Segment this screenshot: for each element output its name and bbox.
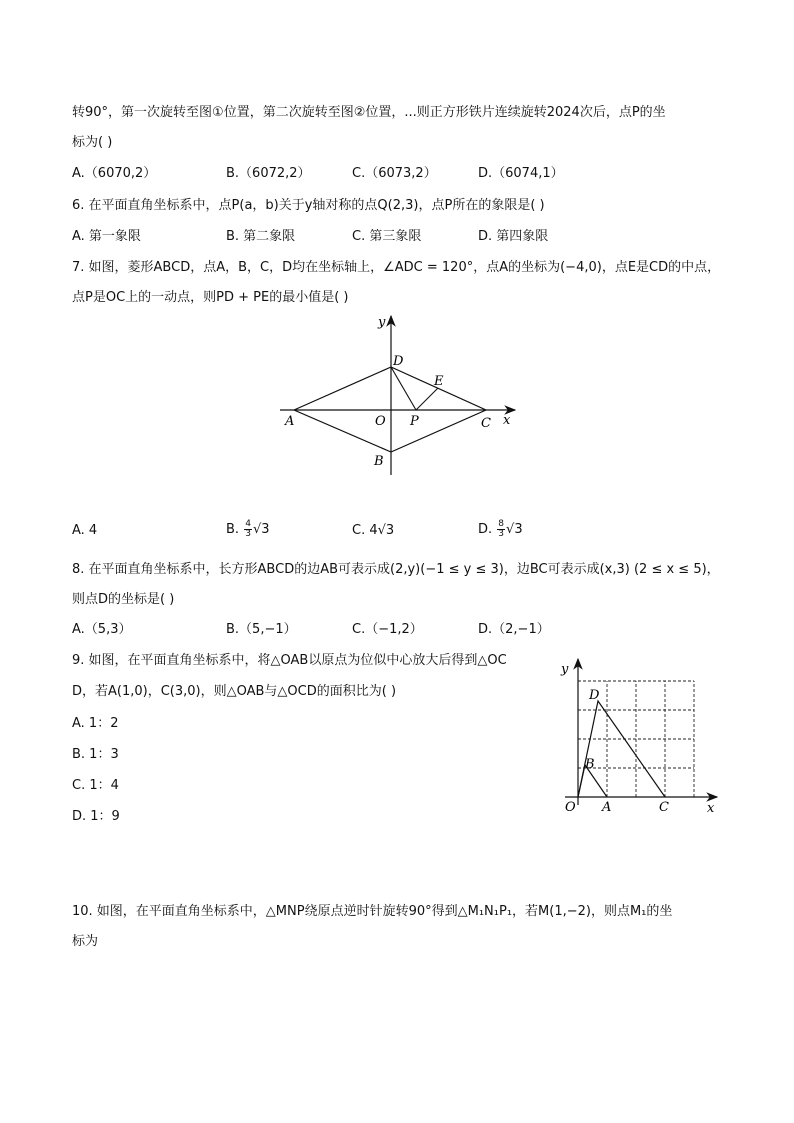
q7-label-b: B — [374, 454, 384, 469]
q7-option-a[interactable]: A. 4 — [72, 523, 98, 538]
q8-option-b[interactable]: B.（5,−1） — [226, 622, 297, 637]
q7-option-b[interactable] — [226, 516, 270, 544]
q8-option-c[interactable]: C.（−1,2） — [352, 622, 423, 637]
q7-segment-dp — [391, 367, 416, 410]
q7-label-c: C — [481, 416, 491, 431]
q7-option-d[interactable] — [478, 516, 523, 544]
q9-triangle-ocd — [578, 701, 665, 797]
q5-option-a[interactable]: A.（6070,2） — [72, 166, 157, 181]
q7-label-o: O — [375, 414, 386, 429]
q7-option-b-fraction — [244, 520, 252, 539]
q7-label-a: A — [285, 414, 295, 429]
q9-option-b[interactable]: B. 1：3 — [72, 747, 119, 762]
q7-segment-pe — [416, 388, 438, 410]
q7-option-c[interactable]: C. 4√3 — [352, 523, 395, 538]
q7-option-b-den: 3 — [245, 529, 251, 539]
q8-option-a[interactable]: A.（5,3） — [72, 622, 132, 637]
q7-stem-line2: 点P是OC上的一动点，则PD + PE的最小值是( ) — [72, 290, 349, 305]
q9-label-o: O — [565, 800, 576, 815]
q8-option-d[interactable]: D.（2,−1） — [478, 622, 550, 637]
q6-option-c[interactable]: C. 第三象限 — [352, 229, 422, 244]
q10-stem-line1: 10. 如图，在平面直角坐标系中，△MNP绕原点逆时针旋转90°得到△M₁N₁P₁，若M(1,−2)，则点M₁的坐 — [72, 904, 673, 919]
q7-rhombus-figure — [270, 310, 530, 480]
q8-stem-line1: 8. 在平面直角坐标系中，长方形ABCD的边AB可表示成(2,y)(−1 ≤ y ≤ 3)，边BC可表示成(x,3) (2 ≤ x ≤ 5)， — [72, 562, 720, 577]
q9-label-a: A — [602, 800, 612, 815]
q9-option-a[interactable]: A. 1：2 — [72, 716, 119, 731]
q5-stem-line2: 标为( ) — [72, 135, 113, 150]
q9-label-x: x — [707, 801, 715, 816]
q5-option-c[interactable]: C.（6073,2） — [352, 166, 437, 181]
q6-option-a[interactable]: A. 第一象限 — [72, 229, 141, 244]
q7-option-b-radical: √3 — [252, 522, 270, 537]
q8-stem-line2: 则点D的坐标是( ) — [72, 592, 175, 607]
q7-stem-line1: 7. 如图，菱形ABCD，点A，B，C，D均在坐标轴上，∠ADC = 120°，点A的坐标为(−4,0)，点E是CD的中点， — [72, 260, 721, 275]
q7-option-b-prefix: B. — [226, 522, 240, 537]
q9-label-d: D — [589, 688, 600, 703]
q5-stem-line1: 转90°，第一次旋转至图①位置，第二次旋转至图②位置，...则正方形铁片连续旋转2024次后，点P的坐 — [72, 105, 666, 120]
q10-stem-line2: 标为 — [72, 934, 99, 949]
q5-option-d[interactable]: D.（6074,1） — [478, 166, 564, 181]
q9-label-c: C — [659, 800, 669, 815]
q9-option-d[interactable]: D. 1：9 — [72, 809, 120, 824]
q7-label-d: D — [393, 354, 404, 369]
q7-label-y: y — [378, 315, 386, 330]
q7-option-d-num: 8 — [498, 519, 505, 529]
q7-option-b-num: 4 — [245, 519, 251, 529]
q9-grid-figure — [555, 655, 725, 820]
q7-option-d-prefix: D. — [478, 522, 493, 537]
q7-option-d-fraction — [497, 520, 505, 539]
q6-option-b[interactable]: B. 第二象限 — [226, 229, 296, 244]
q9-stem-line1: 9. 如图，在平面直角坐标系中，将△OAB以原点为位似中心放大后得到△OC — [72, 653, 507, 668]
q9-label-y: y — [561, 662, 569, 677]
q7-label-e: E — [434, 374, 444, 389]
q7-label-p: P — [410, 414, 419, 429]
q9-label-b: B — [585, 757, 595, 772]
q9-stem-line2: D，若A(1,0)，C(3,0)，则△OAB与△OCD的面积比为( ) — [72, 684, 397, 699]
q7-label-x: x — [503, 413, 511, 428]
q6-option-d[interactable]: D. 第四象限 — [478, 229, 549, 244]
q5-option-b[interactable]: B.（6072,2） — [226, 166, 311, 181]
q7-option-d-radical: √3 — [506, 522, 523, 537]
q6-stem: 6. 在平面直角坐标系中，点P(a，b)关于y轴对称的点Q(2,3)，点P所在的象限是( ) — [72, 198, 545, 213]
q9-option-c[interactable]: C. 1：4 — [72, 778, 119, 793]
q7-option-d-den: 3 — [498, 529, 505, 539]
